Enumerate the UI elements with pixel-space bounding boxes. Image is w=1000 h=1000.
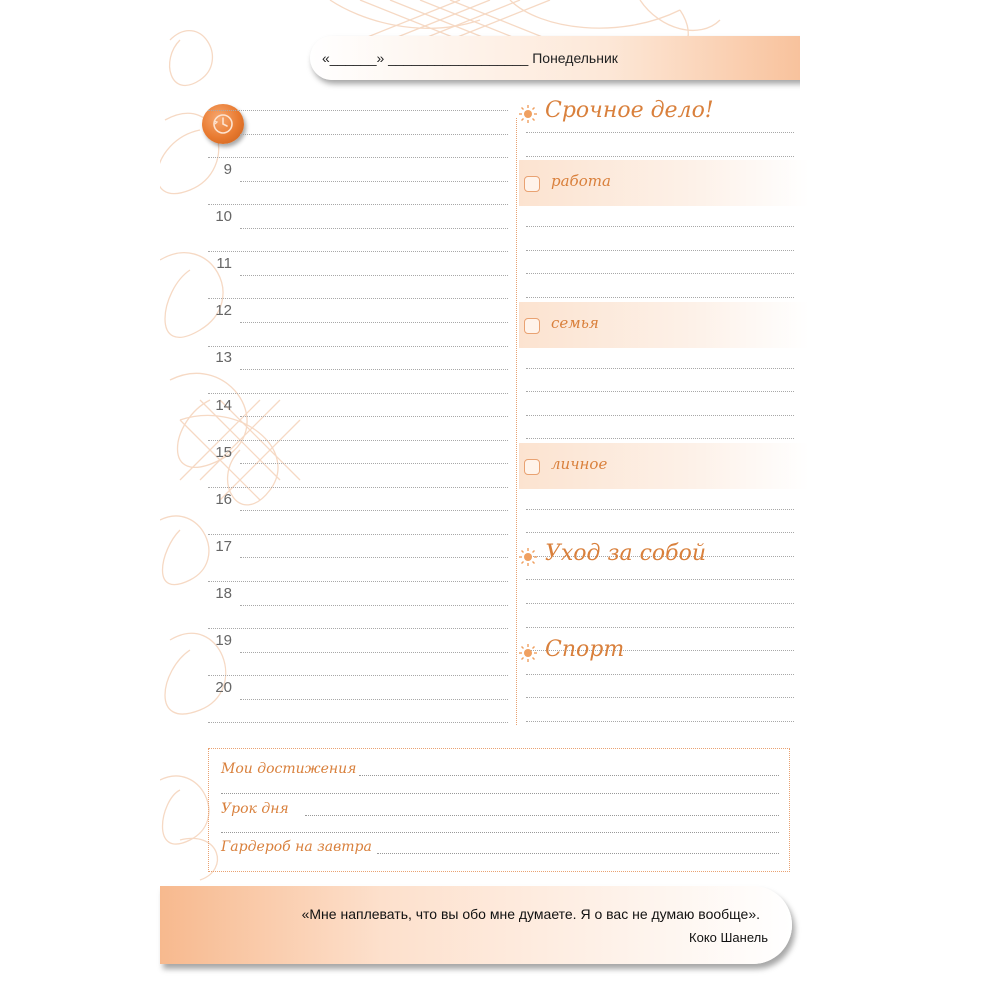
schedule-write-line[interactable] [208,251,508,252]
hour-label: 20 [215,679,232,697]
schedule-write-line[interactable] [208,675,508,676]
schedule-write-line[interactable] [240,181,508,182]
schedule-write-line[interactable] [208,393,508,394]
sun-bullet-icon [518,643,538,663]
daily-summary-box [208,748,790,872]
task-write-line[interactable] [526,226,794,227]
hour-label: 17 [215,537,232,555]
wardrobe-label: Гардероб на завтра [221,839,372,855]
hour-label: 10 [215,208,232,226]
work-label: работа [551,172,611,190]
schedule-write-line[interactable] [240,557,508,558]
achievements-label: Мои достижения [221,761,357,777]
schedule-write-line[interactable] [240,510,508,511]
task-write-line[interactable] [526,273,794,274]
task-write-line[interactable] [526,721,794,722]
schedule-write-line[interactable] [208,487,508,488]
task-write-line[interactable] [526,368,794,369]
schedule-write-line[interactable] [208,157,508,158]
heart-icon [524,459,540,475]
work-band [519,160,809,206]
schedule-write-line[interactable] [208,722,508,723]
schedule-write-line[interactable] [208,440,508,441]
lesson-fill-line[interactable] [305,815,779,816]
schedule-write-line[interactable] [208,628,508,629]
hour-label: 19 [215,632,232,649]
achievements-fill-line[interactable] [359,775,779,776]
schedule-write-line[interactable] [240,322,508,323]
task-write-line[interactable] [526,697,794,698]
home-icon [524,318,540,334]
selfcare-heading: Уход за собой [545,541,707,566]
schedule-write-line[interactable] [208,204,508,205]
hour-label: 13 [215,349,232,367]
task-write-line[interactable] [526,250,794,251]
hour-label: 16 [215,490,232,508]
hour-label: 11 [216,255,232,273]
schedule-write-line[interactable] [208,534,508,535]
sun-bullet-icon [518,547,538,567]
urgent-heading: Срочное дело! [545,98,714,123]
achievements-extra-line[interactable] [221,793,779,794]
personal-label: личное [551,455,608,473]
schedule-write-line[interactable] [240,228,508,229]
hour-label: 9 [223,161,232,178]
task-write-line[interactable] [526,156,794,157]
schedule-write-line[interactable] [240,275,508,276]
task-write-line[interactable] [526,132,794,133]
task-write-line[interactable] [526,297,794,298]
family-label: семья [551,314,599,332]
schedule-write-line[interactable] [240,134,508,135]
column-divider [516,118,517,725]
quote-banner [160,886,792,964]
sun-bullet-icon [518,104,538,124]
lesson-extra-line[interactable] [221,832,779,833]
schedule-write-line[interactable] [208,346,508,347]
task-write-line[interactable] [526,438,794,439]
schedule-write-line[interactable] [240,416,508,417]
schedule-write-line[interactable] [240,463,508,464]
task-write-line[interactable] [526,532,794,533]
family-band [519,302,809,348]
date-header [310,36,800,80]
task-write-line[interactable] [526,674,794,675]
task-write-line[interactable] [526,579,794,580]
quote-author: Коко Шанель [689,930,768,945]
hour-label: 18 [215,584,232,602]
schedule-write-line[interactable] [240,369,508,370]
schedule-write-line[interactable] [240,699,508,700]
hour-label: 15 [215,443,232,461]
hour-label: 14 [215,396,232,414]
schedule-write-line[interactable] [240,605,508,606]
schedule-write-line[interactable] [240,652,508,653]
task-write-line[interactable] [526,391,794,392]
task-write-line[interactable] [526,415,794,416]
schedule-write-line[interactable] [208,298,508,299]
lesson-label: Урок дня [221,801,289,817]
task-write-line[interactable] [526,627,794,628]
wardrobe-fill-line[interactable] [377,853,779,854]
quote-text: «Мне наплевать, что вы обо мне думаете. Я о вас не думаю вообще». [301,906,760,922]
personal-band [519,443,809,489]
schedule-write-line[interactable] [208,110,508,111]
notepad-icon [524,176,540,192]
task-write-line[interactable] [526,509,794,510]
date-line[interactable]: «______» __________________ Понедельник [322,50,618,66]
hour-label: 12 [215,302,232,320]
schedule-write-line[interactable] [208,581,508,582]
task-write-line[interactable] [526,603,794,604]
sport-heading: Спорт [545,637,625,662]
clock-icon [211,112,235,136]
